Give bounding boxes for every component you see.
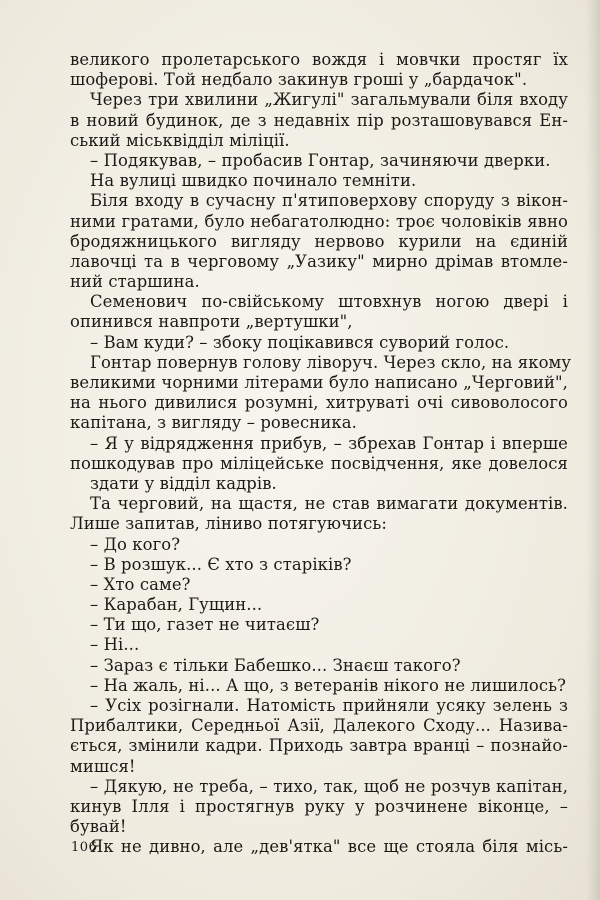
text-line: – Дякую, не треба, – тихо, так, щоб не розчув капітан, — [90, 776, 568, 796]
text-line: Як не дивно, але „дев'ятка" все ще стояла біля місь- — [90, 837, 568, 857]
text-line: капітана, з вигляду – ровесника. — [70, 413, 357, 433]
text-line: ними гратами, було небагатолюдно: троє чоловіків явно — [70, 211, 568, 231]
text-line: мишся! — [70, 756, 136, 776]
text-line: в новий будинок, де з недавніх пір розташовувався Ен- — [70, 110, 568, 130]
text-line: Біля входу в сучасну п'ятиповерхову споруду з вікон- — [90, 191, 568, 211]
text-line: бувай! — [70, 817, 127, 837]
text-line: – В розшук... Є хто з старіків? — [90, 554, 352, 574]
text-line: великими чорними літерами було написано „Черговий", — [70, 373, 568, 392]
text-line: кинув Ілля і простягнув руку у розчинене віконце, – — [70, 796, 568, 816]
text-line: Гонтар повернув голову ліворуч. Через скло, на якому — [90, 352, 572, 372]
text-line: – На жаль, ні... А що, з ветеранів нікого не лишилось? — [90, 675, 567, 695]
text-line: великого пролетарського вождя і мовчки простяг їх — [70, 50, 568, 69]
text-line: – Хто саме? — [90, 574, 191, 594]
text-line: Через три хвилини „Жигулі" загальмували біля входу — [90, 90, 568, 110]
text-line: Та черговий, на щастя, не став вимагати документів. — [90, 494, 568, 514]
text-line: лавочці та в черговому „Уазику" мирно дрімав втомле- — [70, 251, 568, 271]
text-line: бродяжницького вигляду нервово курили на єдиній — [70, 231, 568, 251]
text-line: здати у відділ кадрів. — [90, 473, 277, 493]
text-line: – Ти що, газет не читаєш? — [90, 615, 320, 635]
text-line: Лише запитав, ліниво потягуючись: — [70, 514, 387, 534]
text-line: – До кого? — [90, 534, 181, 554]
text-line: ний старшина. — [70, 272, 200, 292]
text-line: – Зараз є тільки Бабешко... Знаєш такого? — [90, 655, 461, 675]
text-line: на нього дивилися розумні, хитруваті очі сивоволосого — [70, 393, 568, 413]
text-line: – Вам куди? – збоку поцікавився суворий голос. — [90, 332, 510, 352]
text-line: Прибалтики, Середньої Азії, Далекого Сходу... Назива- — [70, 716, 568, 736]
text-line: – Карабан, Гущин... — [90, 595, 263, 615]
text-line: ський міськвідділ міліції. — [70, 130, 290, 150]
page-text — [70, 50, 572, 858]
text-line: На вулиці швидко починало темніти. — [90, 171, 417, 191]
text-line: пошкодував про міліцейське посвідчення, яке довелося — [70, 453, 568, 473]
text-line: – Я у відрядження прибув, – збрехав Гонтар і вперше — [90, 433, 568, 453]
text-line: шоферові. Той недбало закинув гроші у „бардачок". — [70, 70, 528, 90]
text-line: – Усіх розігнали. Натомість прийняли усяку зелень з — [90, 696, 568, 715]
text-line: опинився навпроти „вертушки", — [70, 312, 353, 332]
text-line: – Подякував, – пробасив Гонтар, зачиняючи дверки. — [90, 150, 551, 170]
text-line: Семенович по-свійському штовхнув ногою двері і — [90, 292, 568, 312]
text-line: – Ні... — [90, 635, 140, 655]
text-line: ється, змінили кадри. Приходь завтра вранці – познайо- — [70, 736, 568, 756]
page-spine-shadow — [586, 0, 600, 900]
page-number: 106 — [71, 840, 98, 855]
